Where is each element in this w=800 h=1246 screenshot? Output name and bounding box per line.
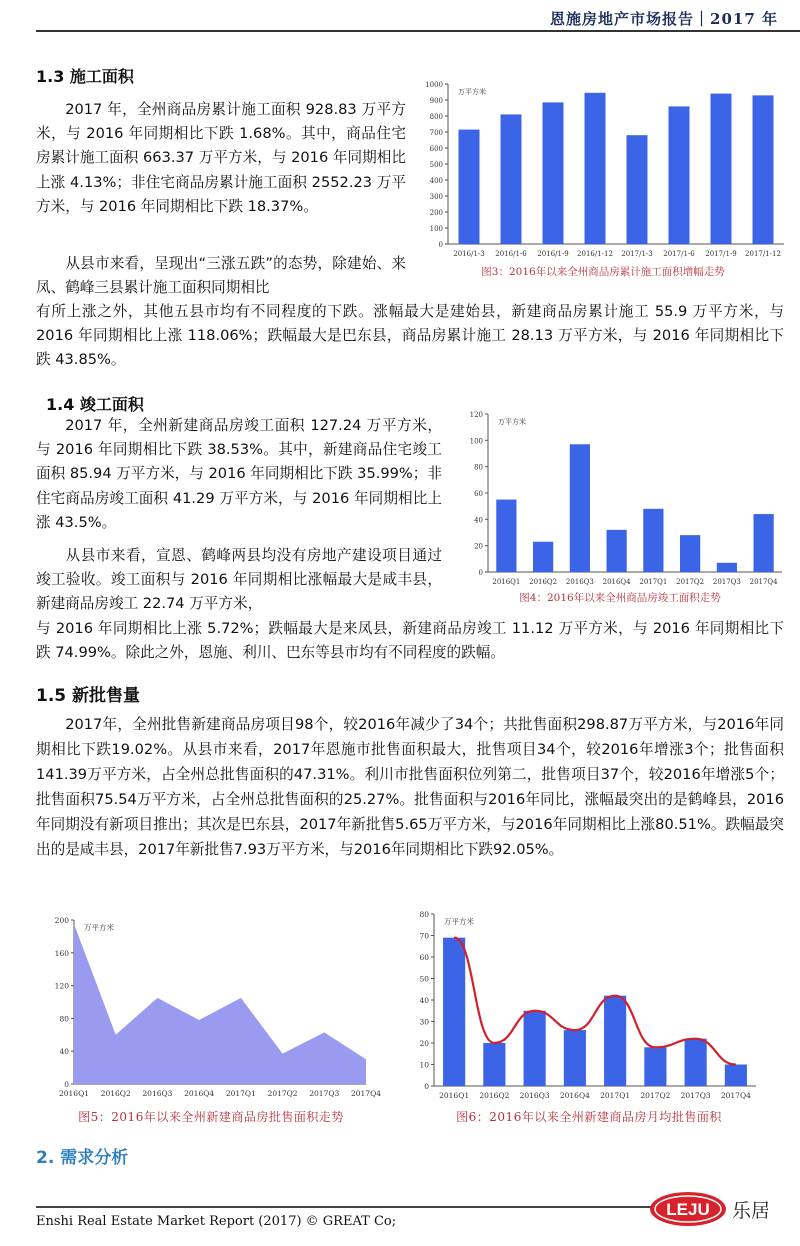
fig3-y-tick-label: 600 — [429, 145, 443, 153]
fig6-bar — [604, 996, 626, 1086]
fig3-y-tick-label: 900 — [429, 97, 443, 105]
fig4-x-tick-label: 2016Q4 — [602, 578, 631, 586]
fig4-x-tick-label: 2016Q2 — [529, 578, 558, 586]
fig5-y-tick-label: 0 — [64, 1080, 69, 1089]
fig5-area — [74, 924, 366, 1084]
fig3-y-tick-label: 700 — [429, 129, 443, 137]
fig4-x-tick-label: 2017Q4 — [749, 578, 778, 586]
fig4-caption: 图4：2016年以来全州商品房竣工面积走势 — [519, 592, 721, 604]
fig6-x-tick-label: 2017Q4 — [720, 1091, 751, 1100]
fig5-chart — [36, 912, 386, 1132]
fig3-x-tick-label: 2017/1-12 — [745, 250, 781, 258]
fig3-bar — [627, 135, 648, 244]
fig3-bar — [753, 95, 774, 244]
fig5-y-tick-label: 80 — [59, 1014, 69, 1024]
fig4-bar — [570, 444, 590, 572]
fig3-y-tick-label: 300 — [429, 193, 443, 201]
section-2-heading: 2. 需求分析 — [36, 1148, 129, 1168]
fig4-y-tick-label: 60 — [474, 490, 483, 498]
section-1-4-heading: 1.4 竣工面积 — [46, 395, 144, 414]
fig6-y-tick-label: 50 — [419, 974, 429, 984]
fig4-x-tick-label: 2017Q2 — [676, 578, 705, 586]
footer-rule — [36, 1206, 682, 1208]
fig3-x-tick-label: 2016/1-9 — [537, 250, 569, 258]
section-1-5-heading: 1.5 新批售量 — [36, 686, 141, 706]
header-rule — [36, 30, 800, 32]
fig4-bar — [754, 514, 774, 572]
fig5-y-tick-label: 120 — [54, 981, 69, 991]
fig4-x-tick-label: 2017Q3 — [712, 578, 741, 586]
fig6-y-tick-label: 80 — [419, 910, 429, 919]
fig6-bar — [685, 1039, 707, 1086]
fig4-bar — [496, 500, 516, 572]
fig6-bar — [524, 1011, 546, 1086]
report-title: 恩施房地产市场报告｜2017 年 — [550, 10, 778, 28]
fig3-x-tick-label: 2017/1-3 — [621, 250, 653, 258]
fig3-plot — [418, 74, 788, 264]
page-header — [0, 0, 800, 34]
logo-cn-text: 乐居 — [732, 1200, 768, 1222]
fig3-y-tick-label: 800 — [429, 113, 443, 121]
fig5-x-tick-label: 2016Q4 — [184, 1089, 215, 1098]
fig3-x-tick-label: 2016/1-12 — [577, 250, 613, 258]
fig5-plot — [36, 912, 386, 1104]
fig4-y-tick-label: 40 — [474, 516, 483, 525]
fig4-plot — [452, 406, 788, 590]
fig6-x-tick-label: 2016Q1 — [439, 1091, 470, 1100]
fig3-x-tick-label: 2017/1-9 — [705, 250, 737, 258]
fig3-y-tick-label: 0 — [438, 241, 443, 249]
fig3-unit-label: 万平方米 — [458, 88, 486, 96]
fig3-bar — [711, 94, 732, 244]
fig3-bar — [585, 93, 606, 244]
fig4-y-tick-label: 0 — [478, 569, 483, 577]
fig3-chart — [418, 74, 788, 284]
fig5-x-tick-label: 2016Q3 — [142, 1089, 173, 1098]
fig5-y-tick-label: 40 — [59, 1047, 69, 1057]
fig6-y-tick-label: 30 — [419, 1017, 429, 1027]
leju-logo-graphic — [648, 1187, 768, 1231]
fig4-bar — [533, 542, 553, 572]
fig3-y-tick-label: 500 — [429, 161, 443, 169]
fig6-y-tick-label: 70 — [419, 931, 429, 941]
logo-text: LEJU — [666, 1200, 710, 1219]
fig5-x-tick-label: 2016Q1 — [58, 1089, 90, 1098]
fig4-y-tick-label: 80 — [474, 463, 483, 472]
fig4-unit-label: 万平方米 — [498, 418, 526, 426]
fig3-y-tick-label: 200 — [429, 209, 443, 217]
section-1-4-paragraph-1: 2017 年，全州新建商品房竣工面积 127.24 万平方米，与 2016 年同期相比下跌 38.53%。其中，新建商品住宅竣工面积 85.94 万平方米，与 2016 年同期相比下跌 35.99%；非住宅商品房竣工面积 41.29 万平方米，与 2016 年同期相比上涨 43.5%。 — [36, 417, 442, 531]
fig4-y-tick-label: 120 — [469, 411, 483, 419]
fig5-x-tick-label: 2017Q2 — [267, 1089, 298, 1098]
fig5-unit-label: 万平方米 — [84, 923, 114, 932]
fig6-plot — [404, 906, 774, 1106]
fig5-y-tick-label: 200 — [54, 916, 69, 925]
fig6-bar — [644, 1047, 666, 1086]
fig3-bar — [459, 130, 480, 244]
fig3-x-tick-label: 2016/1-6 — [495, 250, 527, 258]
fig4-bar — [643, 509, 663, 572]
section-1-4-paragraph-2a: 从县市来看，宣恩、鹤峰两县均没有房地产建设项目通过竣工验收。竣工面积与 2016 年同期相比涨幅最大是咸丰县，新建商品房竣工 22.74 万平方米， — [36, 547, 442, 613]
section-1-3-paragraph-1: 2017 年，全州商品房累计施工面积 928.83 万平方米，与 2016 年同期相比下跌 1.68%。其中，商品住宅房累计施工面积 663.37 万平方米，与 2016 年同期相比上涨 4.13%；非住宅商品房累计施工面积 2552.23 万平方米，与 2016 年同期相比下跌 18.37%。 — [36, 101, 406, 215]
fig4-bar — [680, 535, 700, 572]
fig6-x-tick-label: 2017Q1 — [600, 1091, 631, 1100]
fig6-bar — [564, 1030, 586, 1086]
fig3-bar — [543, 102, 564, 244]
section-1-3-heading: 1.3 施工面积 — [36, 67, 134, 86]
fig4-bar — [717, 563, 737, 572]
fig6-bar — [483, 1043, 505, 1086]
fig4-chart — [452, 406, 788, 614]
leju-logo — [648, 1187, 768, 1231]
fig5-x-tick-label: 2017Q3 — [309, 1089, 340, 1098]
fig3-caption: 图3：2016年以来全州商品房累计施工面积增幅走势 — [481, 266, 725, 278]
fig4-y-tick-label: 100 — [469, 437, 483, 446]
fig5-x-tick-label: 2017Q1 — [225, 1089, 256, 1098]
section-1-4-paragraph-2b: 与 2016 年同期相比上涨 5.72%；跌幅最大是来凤县，新建商品房竣工 11.12 万平方米，与 2016 年同期相比下跌 74.99%。除此之外，恩施、利川、巴东等县市均有不同程度的跌幅。 — [36, 620, 784, 662]
fig6-bar — [725, 1065, 747, 1087]
fig5-caption: 图5：2016年以来全州新建商品房批售面积走势 — [78, 1110, 344, 1124]
fig6-caption: 图6：2016年以来全州新建商品房月均批售面积 — [456, 1110, 722, 1124]
fig6-y-tick-label: 40 — [419, 996, 429, 1005]
fig5-x-tick-label: 2016Q2 — [100, 1089, 131, 1098]
fig3-y-tick-label: 100 — [429, 225, 443, 233]
fig6-unit-label: 万平方米 — [444, 917, 474, 926]
fig5-x-tick-label: 2017Q4 — [350, 1089, 382, 1098]
footer-text: Enshi Real Estate Market Report (2017) © GREAT Co; — [36, 1214, 397, 1229]
fig6-x-tick-label: 2017Q2 — [640, 1091, 671, 1100]
fig6-x-tick-label: 2016Q3 — [519, 1091, 550, 1100]
fig6-y-tick-label: 60 — [419, 953, 429, 962]
fig3-bar — [669, 106, 690, 244]
fig3-bar — [501, 114, 522, 244]
section-1-3-paragraph-2b: 有所上涨之外，其他五县市均有不同程度的下跌。涨幅最大是建始县，新建商品房累计施工 55.9 万平方米，与 2016 年同期相比上涨 118.06%；跌幅最大是巴东县，商品房累计施工 28.13 万平方米，与 2016 年同期相比下跌 43.85%。 — [36, 303, 784, 369]
fig4-x-tick-label: 2016Q1 — [492, 578, 521, 586]
fig3-y-tick-label: 1000 — [425, 81, 443, 89]
fig6-y-tick-label: 20 — [419, 1039, 429, 1048]
fig6-bar — [443, 938, 465, 1086]
fig3-x-tick-label: 2017/1-6 — [663, 250, 695, 258]
fig4-y-tick-label: 20 — [474, 542, 483, 551]
fig4-bar — [607, 530, 627, 572]
fig6-x-tick-label: 2016Q2 — [479, 1091, 510, 1100]
section-1-3-paragraph-2a: 从县市来看，呈现出“三涨五跌”的态势，除建始、来凤、鹤峰三县累计施工面积同期相比 — [36, 255, 406, 297]
section-1-5-paragraph-1: 2017年，全州批售新建商品房项目98个，较2016年减少了34个；共批售面积298.87万平方米，与2016年同期相比下跌19.02%。从县市来看，2017年恩施市批售面积最大，批售项目34个，较2016年增涨3个；批售面积141.39万平方米，占全州总批售面积的47.31%。利川市批售面积位列第二，批售项目37个，较2016年增涨5个；批售面积75.54万平方米，占全州总批售面积的25.27%。批售面积与2016年同比，涨幅最突出的是鹤峰县，2016年同期没有新项目推出；其次是巴东县，2017年新批售5.65万平方米，与2016年同期相比上涨80.51%。跌幅最突出的是咸丰县，2017年新批售7.93万平方米，与2016年同期相比下跌92.05%。 — [36, 716, 784, 858]
fig6-y-tick-label: 0 — [424, 1082, 429, 1091]
fig3-y-tick-label: 400 — [429, 177, 443, 185]
fig6-x-tick-label: 2016Q4 — [559, 1091, 590, 1100]
fig4-x-tick-label: 2017Q1 — [639, 578, 668, 586]
fig6-x-tick-label: 2017Q3 — [680, 1091, 711, 1100]
fig3-x-tick-label: 2016/1-3 — [453, 250, 485, 258]
fig6-chart — [404, 906, 774, 1132]
fig5-y-tick-label: 160 — [54, 948, 69, 958]
fig6-y-tick-label: 10 — [419, 1060, 429, 1070]
fig4-x-tick-label: 2016Q3 — [565, 578, 594, 586]
